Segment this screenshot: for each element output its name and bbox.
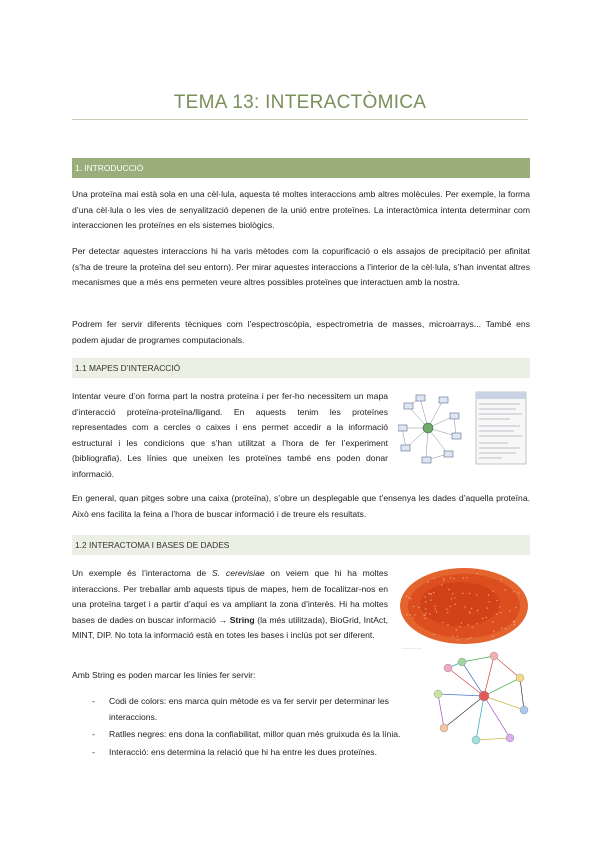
maps-paragraph-1: Intentar veure d’on forma part la nostra proteïna i per fer-ho necessitem un mapa d’interacció proteïna-proteïna/lligand. En aquests tenim les proteïnes representades com a cercles o caixes i ens permet accedir a la informació estructural i les condicions que s’han utilitzat a l’hora de fer l’experiment (bibliografia). Les línies que uneixen les proteïnes també ens poden donar informació.: [72, 391, 388, 479]
interactome-paragraph-2: Amb String es poden marcar les línies fer servir:: [72, 670, 256, 680]
intro-paragraph-1: Una proteïna mai està sola en una cèl·lula, aquesta té moltes interaccions amb altres molècules. Per exemple, la forma d’una cèl·lula o les vies de senyalització depenen de la unió entre proteïnes. La interactòmica intenta determinar com interaccionen les proteïnes en els sistemes biològics.: [72, 189, 530, 231]
section-heading-interactome: 1.2 INTERACTOMA I BASES DE DADES: [72, 535, 530, 555]
yeast-interactome-figure: [398, 566, 530, 650]
interaction-map-figure: [398, 388, 528, 470]
list-item: - Codi de colors: ens marca quin mètode es va fer servir per determinar les interaccions.: [92, 696, 389, 722]
title-divider: [72, 119, 528, 120]
maps-paragraph-2: En general, quan pitges sobre una caixa (proteïna), s’obre un desplegable que t’ensenya les dades d’aquella proteïna. Això ens facilita la feina a l’hora de buscar informació i de treure els resultats.: [72, 493, 530, 519]
string-network-figure: [432, 648, 530, 746]
section-heading-intro: 1. INTRODUCCIÓ: [72, 158, 530, 178]
species-name: S. cerevisiae: [211, 568, 265, 578]
string-database-name: String: [229, 614, 255, 625]
intro-paragraph-3: Podrem fer servir diferents tècniques com l’espectroscòpia, espectrometria de masses, microarrays... També ens podem ajudar de programes computacionals.: [72, 319, 530, 345]
list-item: - Ratlles negres: ens dona la confiabilitat, millor quan més gruixuda és la línia.: [92, 729, 401, 740]
interactome-paragraph-1: Un exemple és l’interactoma de S. cerevisiae on veiem que hi ha moltes interaccions. Per treballar amb aquests tipus de mapes, hem de focalitzar-nos en una proteïna target i a partir d’aquí es va ampliant la zona d’interès. Hi ha moltes bases de dades on buscar informació → String (la més utilitzada), BioGrid, IntAct, MINT, DIP. No tota la informació està en totes les bases i inclús pot ser diferent.: [72, 568, 388, 641]
list-item: - Interacció: ens determina la relació que hi ha entre les dues proteïnes.: [92, 746, 377, 757]
svg-text:_ _ _ _ _ _ _ _: _ _ _ _ _ _ _ _: [402, 645, 422, 649]
string-features-list: [92, 694, 428, 762]
page-title: TEMA 13: INTERACTÒMICA: [173, 92, 427, 113]
section-heading-maps: 1.1 MAPES D’INTERACCIÓ: [72, 358, 530, 378]
intro-paragraph-2: Per detectar aquestes interaccions hi ha varis mètodes com la copurificació o els assajos de precipitació per afinitat (s’ha de treure la proteïna del seu entorn). Per mirar aquestes interaccions a l’interior de la cèl·lula, s’han inventat altres mecanismes que a més ens permeten veure altres possibles proteïnes que interactuen amb la nostra.: [72, 246, 530, 288]
